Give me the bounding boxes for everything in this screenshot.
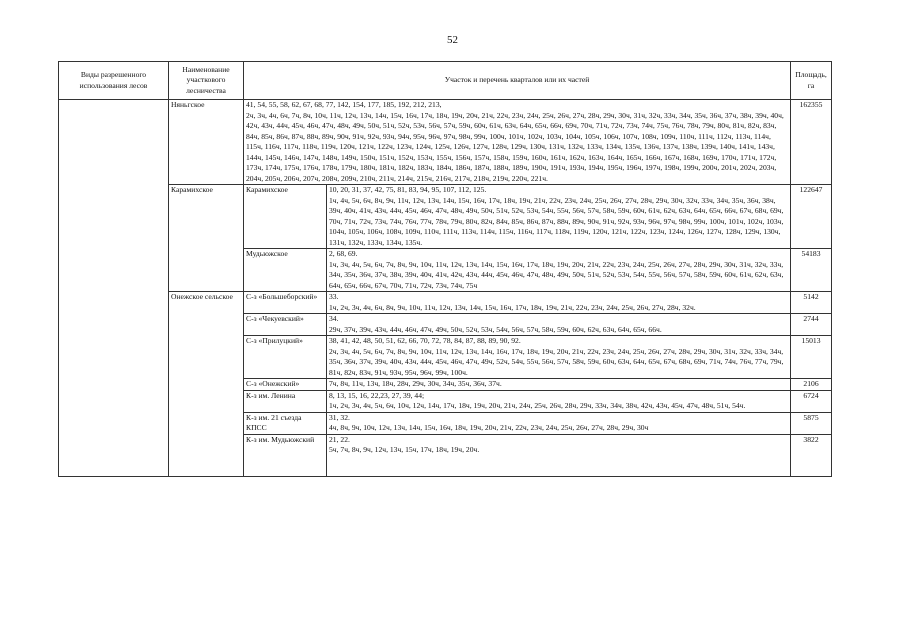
site-cell: К-з им. Ленина xyxy=(244,390,327,412)
partial-quarters: 7ч, 8ч, 11ч, 13ч, 18ч, 28ч, 29ч, 30ч, 34ч, 35ч, 36ч, 37ч. xyxy=(329,379,502,388)
full-quarters: 8, 13, 15, 16, 22,23, 27, 39, 44; xyxy=(329,390,425,400)
partial-quarters: 1ч, 4ч, 5ч, 6ч, 8ч, 9ч, 11ч, 12ч, 13ч, 14ч, 15ч, 16ч, 17ч, 18ч, 19ч, 21ч, 22ч, 23ч, 24ч, 25ч, 26ч, 27ч, 28ч, 29ч, 30ч, 32ч, 33ч, 34ч, 35ч, 36ч, 38ч, 39ч, 40ч, 41ч, 43ч, 44ч, 45ч, 46ч, 47ч, 48ч, 49ч, 50ч, 51ч, 52ч, 53ч, 54ч, 55ч, 56ч, 57ч, 58ч, 59ч, 60ч, 61ч, 62ч, 63ч, 64ч, 65ч, 66ч, 67ч, 68ч, 69ч, 70ч, 71ч, 72ч, 73ч, 74ч, 76ч, 77ч, 78ч, 79ч, 80ч, 82ч, 84ч, 85ч, 86ч, 87ч, 88ч, 89ч, 90ч, 91ч, 92ч, 93ч, 96ч, 97ч, 98ч, 99ч, 100ч, 101ч, 102ч, 103ч, 104ч, 105ч, 106ч, 108ч, 109ч, 110ч, 111ч, 113ч, 114ч, 115ч, 116ч, 117ч, 118ч, 119ч, 120ч, 121ч, 122ч, 123ч, 124ч, 126ч, 127ч, 128ч, 129ч, 130ч, 131ч, 132ч, 133ч, 134ч, 135ч. xyxy=(329,195,784,247)
quarters-cell xyxy=(327,336,791,379)
quarters-cell xyxy=(327,314,791,336)
forestry-cell: Карамихское xyxy=(169,185,244,292)
site-cell: С-з «Онежский» xyxy=(244,379,327,391)
table-row xyxy=(59,292,832,314)
full-quarters: 10, 20, 31, 37, 42, 75, 81, 83, 94, 95, 107, 112, 125. xyxy=(329,185,487,194)
partial-quarters: 2ч, 3ч, 4ч, 5ч, 6ч, 7ч, 8ч, 9ч, 10ч, 11ч, 12ч, 13ч, 14ч, 16ч, 17ч, 18ч, 19ч, 20ч, 21ч, 22ч, 23ч, 24ч, 25ч, 26ч, 27ч, 28ч, 29ч, 30ч, 31ч, 32ч, 33ч, 34ч, 35ч, 36ч, 37ч, 39ч, 40ч, 43ч, 44ч, 45ч, 46ч, 47ч, 49ч, 52ч, 54ч, 55ч, 56ч, 57ч, 58ч, 59ч, 60ч, 63ч, 64ч, 65ч, 67ч, 68ч, 69ч, 71ч, 74ч, 76ч, 77ч, 79ч, 81ч, 82ч, 83ч, 91ч, 93ч, 95ч, 96ч, 99ч, 100ч. xyxy=(329,346,784,377)
site-cell: К-з им. 21 съезда КПСС xyxy=(244,412,327,434)
site-cell: С-з «Прилуцкий» xyxy=(244,336,327,379)
area-cell: 15013 xyxy=(791,336,832,379)
site-cell: К-з им. Мудьюжский xyxy=(244,434,327,476)
area-cell: 5142 xyxy=(791,292,832,314)
area-cell: 162355 xyxy=(791,100,832,185)
header-area: Площадь, га xyxy=(791,62,832,100)
quarters-cell xyxy=(327,292,791,314)
page-number: 52 xyxy=(447,34,458,46)
partial-quarters: 1ч, 2ч, 3ч, 4ч, 5ч, 6ч, 10ч, 12ч, 14ч, 17ч, 18ч, 19ч, 20ч, 21ч, 24ч, 25ч, 26ч, 28ч, 29ч, 33ч, 34ч, 38ч, 42ч, 43ч, 45ч, 47ч, 48ч, 51ч, 54ч. xyxy=(329,401,746,410)
area-cell: 2744 xyxy=(791,314,832,336)
partial-quarters: 5ч, 7ч, 8ч, 9ч, 12ч, 13ч, 15ч, 17ч, 18ч, 19ч, 20ч. xyxy=(329,445,480,454)
header-quarters: Участок и перечень кварталов или их частей xyxy=(244,62,791,100)
partial-quarters: 4ч, 8ч, 9ч, 10ч, 12ч, 13ч, 14ч, 15ч, 16ч, 18ч, 19ч, 20ч, 21ч, 22ч, 23ч, 24ч, 25ч, 26ч, 27ч, 28ч, 29ч, 30ч xyxy=(329,423,649,432)
partial-quarters: 1ч, 3ч, 4ч, 5ч, 6ч, 7ч, 8ч, 9ч, 10ч, 11ч, 12ч, 13ч, 14ч, 15ч, 16ч, 17ч, 18ч, 19ч, 20ч, 21ч, 22ч, 23ч, 24ч, 25ч, 26ч, 27ч, 28ч, 29ч, 30ч, 31ч, 32ч, 33ч, 34ч, 35ч, 36ч, 37ч, 38ч, 39ч, 40ч, 41ч, 42ч, 43ч, 44ч, 45ч, 46ч, 47ч, 48ч, 49ч, 50ч, 51ч, 52ч, 53ч, 54ч, 55ч, 56ч, 57ч, 58ч, 59ч, 60ч, 61ч, 62ч, 63ч, 64ч, 65ч, 66ч, 67ч, 70ч, 71ч, 72ч, 73ч, 74ч, 75ч xyxy=(329,259,784,290)
header-forestry: Наименование участкового лесничества xyxy=(169,62,244,100)
table-row xyxy=(59,185,832,249)
full-quarters: 33. xyxy=(329,292,339,301)
header-use-type: Виды разрешенного использования лесов xyxy=(59,62,169,100)
full-quarters: 2, 68, 69. xyxy=(329,249,358,258)
site-cell: Карамихское xyxy=(244,185,327,249)
quarters-cell xyxy=(327,390,791,412)
quarters-cell xyxy=(327,434,791,476)
forestry-cell: Онежское сельское xyxy=(169,292,244,477)
use-type-cell xyxy=(59,100,169,477)
quarters-cell xyxy=(327,249,791,292)
quarters-cell xyxy=(327,185,791,249)
full-quarters: 31, 32. xyxy=(329,412,350,422)
full-quarters: 38, 41, 42, 48, 50, 51, 62, 66, 70, 72, 78, 84, 87, 88, 89, 90, 92. xyxy=(329,336,521,345)
site-cell: С-з «Чекуевский» xyxy=(244,314,327,336)
partial-quarters: 29ч, 37ч, 39ч, 43ч, 44ч, 46ч, 47ч, 49ч, 50ч, 52ч, 53ч, 54ч, 56ч, 57ч, 58ч, 59ч, 60ч, 62ч, 63ч, 64ч, 65ч, 66ч. xyxy=(329,324,662,334)
area-cell: 6724 xyxy=(791,390,832,412)
quarters-cell xyxy=(327,412,791,434)
quarters-cell xyxy=(327,379,791,391)
table-row xyxy=(59,100,832,185)
partial-quarters: 1ч, 2ч, 3ч, 4ч, 6ч, 8ч, 9ч, 10ч, 11ч, 12ч, 13ч, 14ч, 15ч, 16ч, 17ч, 18ч, 19ч, 21ч, 22ч, 23ч, 24ч, 25ч, 26ч, 27ч, 28ч, 32ч. xyxy=(329,302,696,312)
forestry-cell: Няньгское xyxy=(169,100,244,185)
forest-use-table xyxy=(58,61,832,477)
area-cell: 54183 xyxy=(791,249,832,292)
area-cell: 2106 xyxy=(791,379,832,391)
full-quarters: 21, 22. xyxy=(329,434,350,444)
area-cell: 122647 xyxy=(791,185,832,249)
full-quarters: 41, 54, 55, 58, 62, 67, 68, 77, 142, 154, 177, 185, 192, 212, 213, xyxy=(246,100,442,109)
full-quarters: 34. xyxy=(329,314,339,323)
header-row xyxy=(59,62,832,100)
site-cell: С-з «Большеборский» xyxy=(244,292,327,314)
partial-quarters: 2ч, 3ч, 4ч, 6ч, 7ч, 8ч, 10ч, 11ч, 12ч, 13ч, 14ч, 15ч, 16ч, 17ч, 18ч, 19ч, 20ч, 21ч, 22ч, 23ч, 24ч, 25ч, 26ч, 27ч, 28ч, 29ч, 30ч, 31ч, 32ч, 33ч, 34ч, 35ч, 36ч, 37ч, 38ч, 39ч, 40ч, 42ч, 43ч, 44ч, 45ч, 46ч, 47ч, 48ч, 49ч, 50ч, 51ч, 52ч, 53ч, 56ч, 57ч, 59ч, 60ч, 61ч, 63ч, 64ч, 65ч, 66ч, 69ч, 70ч, 71ч, 72ч, 73ч, 74ч, 75ч, 76ч, 78ч, 79ч, 80ч, 81ч, 82ч, 83ч, 84ч, 85ч, 86ч, 87ч, 88ч, 89ч, 90ч, 91ч, 92ч, 93ч, 94ч, 95ч, 96ч, 97ч, 98ч, 99ч, 100ч, 101ч, 102ч, 103ч, 104ч, 105ч, 106ч, 107ч, 108ч, 109ч, 110ч, 111ч, 112ч, 113ч, 114ч, 115ч, 116ч, 117ч, 118ч, 119ч, 120ч, 121ч, 122ч, 123ч, 124ч, 125ч, 126ч, 127ч, 128ч, 129ч, 130ч, 131ч, 132ч, 133ч, 134ч, 135ч, 136ч, 137ч, 138ч, 139ч, 140ч, 141ч, 143ч, 144ч, 145ч, 146ч, 147ч, 148ч, 149ч, 150ч, 151ч, 152ч, 153ч, 155ч, 156ч, 157ч, 158ч, 159ч, 160ч, 161ч, 162ч, 163ч, 164ч, 165ч, 166ч, 167ч, 168ч, 169ч, 170ч, 171ч, 172ч, 173ч, 174ч, 175ч, 176ч, 178ч, 179ч, 180ч, 181ч, 182ч, 183ч, 184ч, 186ч, 187ч, 188ч, 189ч, 190ч, 191ч, 193ч, 194ч, 195ч, 196ч, 197ч, 198ч, 199ч, 200ч, 201ч, 202ч, 203ч, 204ч, 205ч, 206ч, 207ч, 208ч, 209ч, 210ч, 211ч, 214ч, 215ч, 216ч, 217ч, 218ч, 219ч, 220ч, 221ч. xyxy=(246,110,784,183)
area-cell: 3822 xyxy=(791,434,832,476)
quarters-cell xyxy=(244,100,791,185)
site-cell: Мудьюжское xyxy=(244,249,327,292)
area-cell: 5875 xyxy=(791,412,832,434)
